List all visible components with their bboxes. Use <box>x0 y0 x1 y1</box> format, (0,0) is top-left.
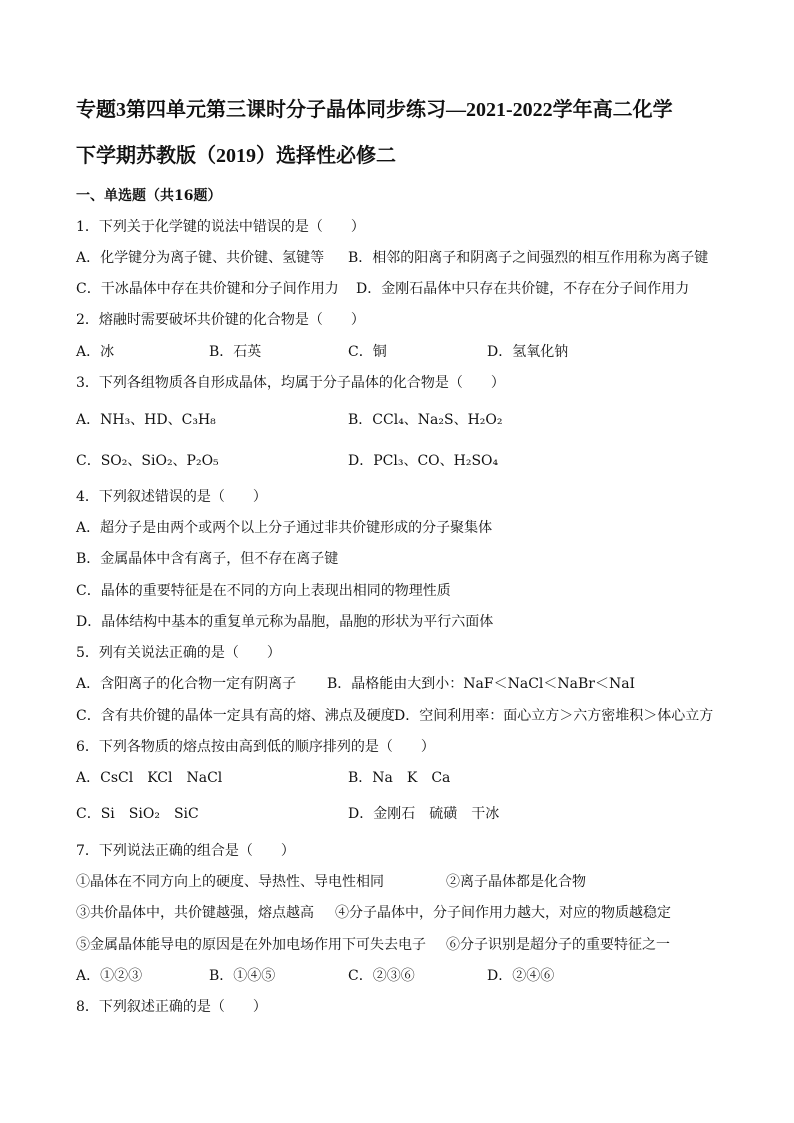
q2-stem: 2．熔融时需要破坏共价键的化合物是（ ） <box>76 312 365 328</box>
q6-option-b: B．Na K Ca <box>348 770 451 786</box>
doc-title-line-2: 下学期苏教版（2019）选择性必修二 <box>76 145 396 167</box>
q1-option-c: C．干冰晶体中存在共价键和分子间作用力 <box>76 281 339 297</box>
q5-option-d: D．空间利用率：面心立方＞六方密堆积＞体心立方 <box>394 708 714 724</box>
q7-statement-1: ①晶体在不同方向上的硬度、导热性、导电性相同 <box>76 874 384 890</box>
q6-option-d: D．金刚石 硫磺 干冰 <box>348 806 500 822</box>
q7-statement-5: ⑤金属晶体能导电的原因是在外加电场作用下可失去电子 <box>76 937 426 953</box>
q2-option-c: C．铜 <box>348 344 387 360</box>
q2-option-d: D．氢氧化钠 <box>487 344 569 360</box>
q7-option-b: B．①④⑤ <box>209 968 276 984</box>
q5-option-a: A．含阳离子的化合物一定有阴离子 <box>76 676 297 692</box>
q7-stem: 7．下列说法正确的组合是（ ） <box>76 843 295 859</box>
q3-option-c: C．SO₂、SiO₂、P₂O₅ <box>76 453 219 469</box>
q6-stem: 6．下列各物质的熔点按由高到低的顺序排列的是（ ） <box>76 739 435 755</box>
q6-option-c: C．Si SiO₂ SiC <box>76 806 199 822</box>
q1-option-d: D．金刚石晶体中只存在共价键，不存在分子间作用力 <box>356 281 690 297</box>
q4-option-c: C．晶体的重要特征是在不同的方向上表现出相同的物理性质 <box>76 583 451 599</box>
q7-statement-3: ③共价晶体中，共价键越强，熔点越高 <box>76 905 314 921</box>
q5-stem: 5．列有关说法正确的是（ ） <box>76 645 281 661</box>
q7-option-c: C．②③⑥ <box>348 968 415 984</box>
q3-option-b: B．CCl₄、Na₂S、H₂O₂ <box>348 412 503 428</box>
q7-option-d: D．②④⑥ <box>487 968 555 984</box>
q4-stem: 4．下列叙述错误的是（ ） <box>76 489 267 505</box>
q8-stem: 8．下列叙述正确的是（ ） <box>76 999 267 1015</box>
q7-statement-6: ⑥分子识别是超分子的重要特征之一 <box>446 937 670 953</box>
q7-statement-2: ②离子晶体都是化合物 <box>446 874 586 890</box>
q1-option-b: B．相邻的阳离子和阴离子之间强烈的相互作用称为离子键 <box>348 250 709 266</box>
q4-option-a: A．超分子是由两个或两个以上分子通过非共价键形成的分子聚集体 <box>76 520 493 536</box>
section-heading: 一、单选题（共16题） <box>76 188 222 204</box>
q7-statement-4: ④分子晶体中，分子间作用力越大，对应的物质越稳定 <box>335 905 671 921</box>
q4-option-b: B．金属晶体中含有离子，但不存在离子键 <box>76 551 339 567</box>
q1-option-a: A．化学键分为离子键、共价键、氢键等 <box>76 250 325 266</box>
q5-option-c: C．含有共价键的晶体一定具有高的熔、沸点及硬度 <box>76 708 395 724</box>
q2-option-b: B．石英 <box>209 344 262 360</box>
q4-option-d: D．晶体结构中基本的重复单元称为晶胞，晶胞的形状为平行六面体 <box>76 614 494 630</box>
q3-option-a: A．NH₃、HD、C₃H₈ <box>76 412 216 428</box>
q2-option-a: A．冰 <box>76 344 115 360</box>
q1-stem: 1．下列关于化学键的说法中错误的是（ ） <box>76 219 365 235</box>
q3-option-d: D．PCl₃、CO、H₂SO₄ <box>348 453 499 469</box>
q3-stem: 3．下列各组物质各自形成晶体，均属于分子晶体的化合物是（ ） <box>76 375 505 391</box>
q6-option-a: A．CsCl KCl NaCl <box>76 770 223 786</box>
q5-option-b: B．晶格能由大到小：NaF＜NaCl＜NaBr＜NaI <box>327 676 636 692</box>
q7-option-a: A．①②③ <box>76 968 143 984</box>
doc-title-line-1: 专题3第四单元第三课时分子晶体同步练习—2021-2022学年高二化学 <box>76 99 673 121</box>
